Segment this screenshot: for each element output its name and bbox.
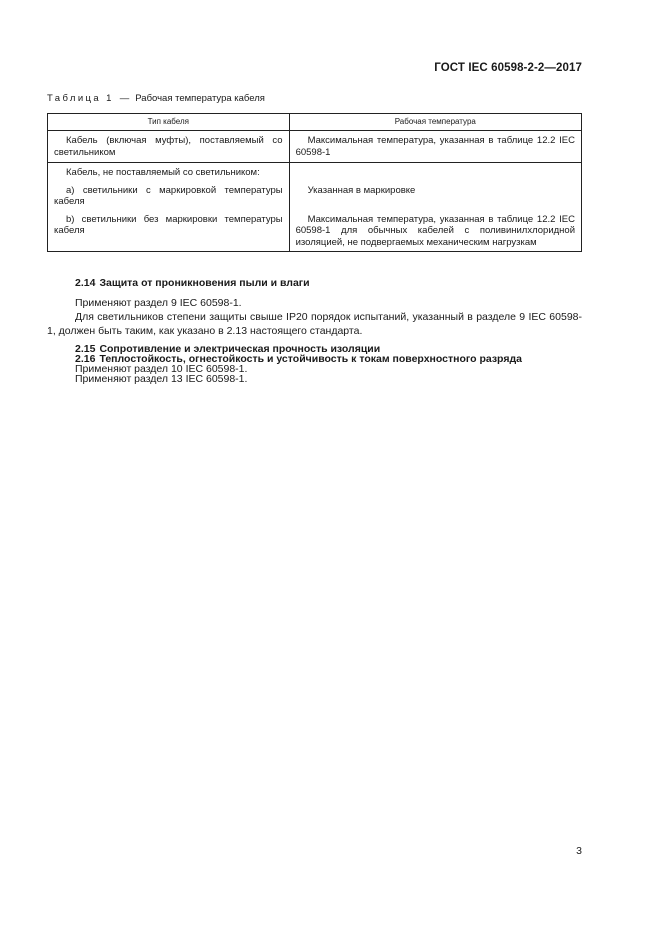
section-number: 2.14: [75, 277, 96, 289]
section-number: 2.16: [75, 353, 96, 365]
table-caption-label: Таблица 1: [47, 93, 114, 104]
table-caption: [47, 93, 265, 104]
table-row: [48, 214, 582, 252]
section-heading: Теплостойкость, огнестойкость и устойчивость к токам поверхностного разряда: [99, 353, 522, 365]
page-number: 3: [576, 845, 582, 857]
column-header-cable-type: Тип кабеля: [48, 114, 290, 131]
cell-cable-type: Кабель (включая муфты), поставляемый со светильником: [48, 131, 290, 163]
column-header-operating-temperature: Рабочая температура: [289, 114, 581, 131]
cell-temperature: Указанная в маркировке: [289, 185, 581, 208]
section-number: 2.15: [75, 343, 96, 355]
cell-cable-group-heading: Кабель, не поставляемый со светильником:: [48, 163, 290, 179]
cell-empty: [289, 163, 581, 179]
standard-header: ГОСТ IEC 60598-2-2—2017: [434, 62, 582, 74]
paragraph: Применяют раздел 13 IEC 60598-1.: [75, 373, 248, 385]
paragraph: Применяют раздел 9 IEC 60598-1.: [75, 297, 242, 309]
table-row: [48, 131, 582, 163]
cell-cable-type: b) светильники без маркировки температуры кабеля: [48, 214, 290, 252]
table-header-row: [48, 114, 582, 131]
cable-temperature-table: [47, 113, 582, 252]
table-row: [48, 163, 582, 179]
section-heading: Защита от проникновения пыли и влаги: [99, 277, 310, 289]
table-caption-title: Рабочая температура кабеля: [135, 93, 265, 104]
paragraph: Применяют раздел 10 IEC 60598-1.: [75, 363, 248, 375]
cell-temperature: Максимальная температура, указанная в таблице 12.2 IEC 60598-1 для обычных кабелей с поливинилхлоридной изоляцией, не подвергаемых механическим нагрузкам: [289, 214, 581, 252]
section-title: [47, 276, 582, 290]
section-heading: Сопротивление и электрическая прочность изоляции: [99, 343, 381, 355]
paragraph: Для светильников степени защиты свыше IP20 порядок испытаний, указанный в разделе 9 IEC 60598-1, должен быть таким, как указано в 2.13 настоящего стандарта.: [47, 311, 582, 337]
table-row: [48, 185, 582, 208]
cell-cable-type: a) светильники с маркировкой температуры кабеля: [48, 185, 290, 208]
section-2-14: [47, 276, 582, 338]
table-caption-separator: —: [119, 93, 130, 104]
section-title: [47, 352, 582, 366]
cell-temperature: Максимальная температура, указанная в таблице 12.2 IEC 60598-1: [289, 131, 581, 163]
